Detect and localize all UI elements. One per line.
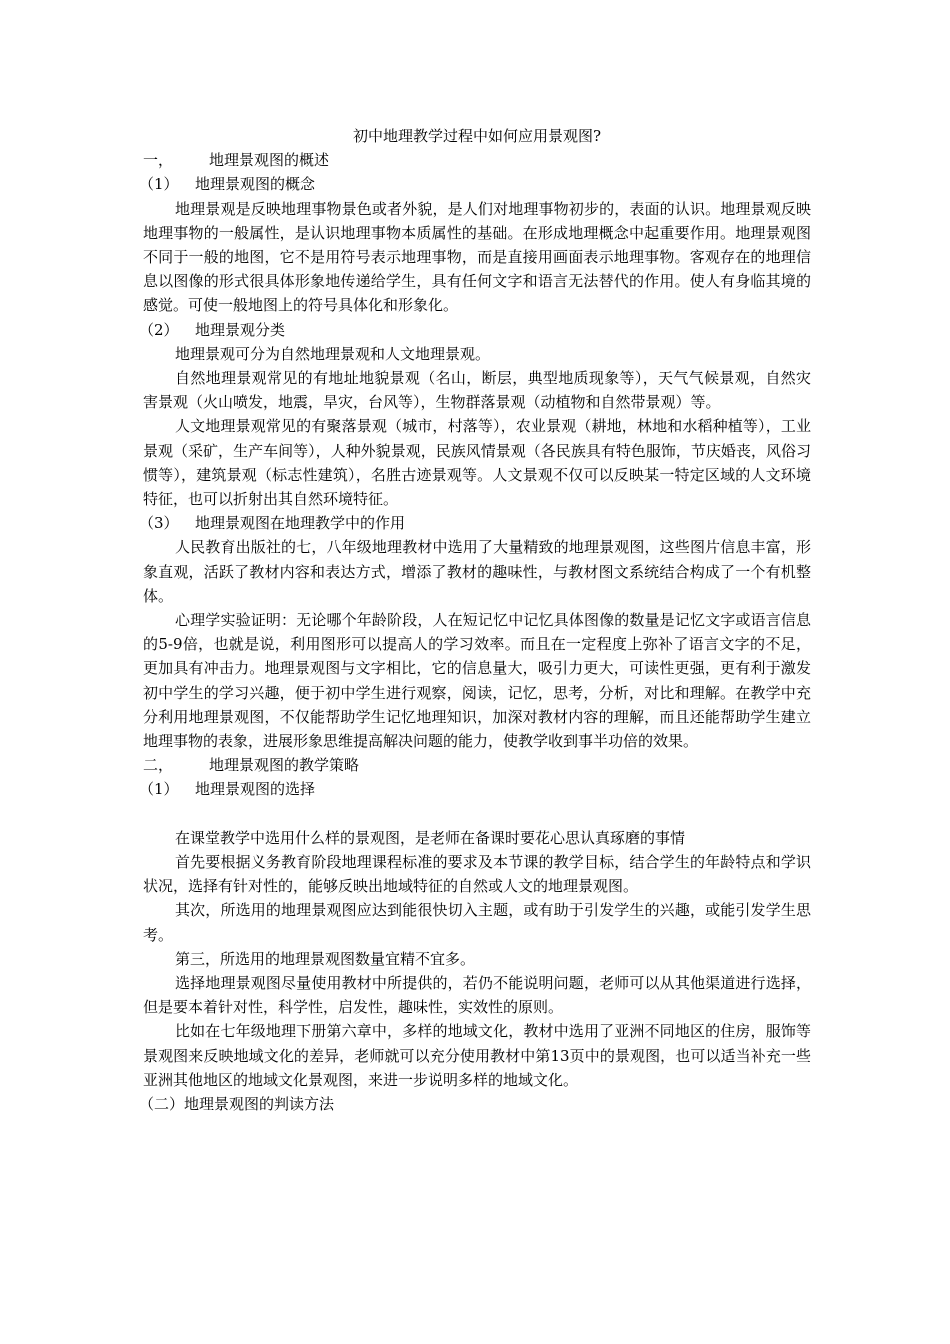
heading-text: 地理景观图在地理教学中的作用 [195,514,406,533]
document-body [139,124,811,1116]
heading-number: 一， [143,151,174,170]
paragraph: 心理学实验证明：无论哪个年龄阶段，人在短记忆中记忆具体图像的数量是记忆文字或语言信息的5-9倍，也就是说，利用图形可以提高人的学习效率。而且在一定程度上弥补了语言文字的不足，更加具有冲击力。地理景观图与文字相比，它的信息量大，吸引力更大，可读性更强，更有利于激发初中学生的学习兴趣，便于初中学生进行观察，阅读，记忆，思考，分析，对比和理解。在教学中充分利用地理景观图，不仅能帮助学生记忆地理知识，加深对教材内容的理解，而且还能帮助学生建立地理事物的表象，进展形象思维提高解决问题的能力，使教学收到事半功倍的效果。 [143,611,811,751]
paragraph: 人民教育出版社的七，八年级地理教材中选用了大量精致的地理景观图，这些图片信息丰富，形象直观，活跃了教材内容和表达方式，增添了教材的趣味性，与教材图文系统结合构成了一个有机整体。 [143,538,811,605]
heading-number: （1） [139,780,179,799]
paragraph: 自然地理景观常见的有地址地貌景观（名山，断层，典型地质现象等），天气气候景观，自然灾害景观（火山喷发，地震，旱灾，台风等），生物群落景观（动植物和自然带景观）等。 [143,369,811,412]
paragraph: 选择地理景观图尽量使用教材中所提供的，若仍不能说明问题，老师可以从其他渠道进行选择，但是要本着针对性，科学性，启发性，趣味性，实效性的原则。 [143,973,811,1017]
paragraph: 首先要根据义务教育阶段地理课程标准的要求及本节课的教学目标，结合学生的年龄特点和学识状况，选择有针对性的，能够反映出地域特征的自然或人文的地理景观图。 [143,852,811,896]
heading-text: 地理景观分类 [195,320,286,339]
heading-text: 地理景观图的教学策略 [209,756,360,775]
section-heading [143,148,811,172]
heading-number: （3） [139,514,179,533]
paragraph: 在课堂教学中选用什么样的景观图，是老师在备课时要花心思认真琢磨的事情 [175,828,686,847]
heading-number: （1） [139,175,179,194]
subsection-heading [139,172,811,196]
heading-text: 地理景观图的选择 [195,780,316,799]
paragraph: 地理景观是反映地理事物景色或者外貌，是人们对地理事物初步的，表面的认识。地理景观反映地理事物的一般属性，是认识地理事物本质属性的基础。在形成地理概念中起重要作用。地理景观图不同于一般的地图，它不是用符号表示地理事物，而是直接用画面表示地理事物。客观存在的地理信息以图像的形式很具体形象地传递给学生，具有任何文字和语言无法替代的作用。使人有身临其境的感觉。可使一般地图上的符号具体化和形象化。 [143,199,811,315]
paragraph: 其次，所选用的地理景观图应达到能很快切入主题，或有助于引发学生的兴趣，或能引发学生思考。 [143,901,811,944]
section-heading [143,753,811,777]
subsection-heading [139,318,811,342]
subsection-heading: （二）地理景观图的判读方法 [139,1094,335,1113]
paragraph: 地理景观可分为自然地理景观和人文地理景观。 [175,344,491,363]
subsection-heading [139,777,811,801]
paragraph: 比如在七年级地理下册第六章中，多样的地域文化，教材中选用了亚洲不同地区的住房，服饰等景观图来反映地域文化的差异，老师就可以充分使用教材中第13页中的景观图，也可以适当补充一些亚洲其他地区的地域文化景观图，来进一步说明多样的地域文化。 [143,1022,811,1089]
paragraph: 人文地理景观常见的有聚落景观（城市，村落等），农业景观（耕地，林地和水稻种植等），工业景观（采矿，生产车间等），人种外貌景观，民族风情景观（各民族具有特色服饰，节庆婚丧，风俗习惯等），建筑景观（标志性建筑），名胜古迹景观等。人文景观不仅可以反映某一特定区域的人文环境特征，也可以折射出其自然环境特征。 [143,417,811,509]
heading-text: 地理景观图的概述 [209,151,330,170]
document-title: 初中地理教学过程中如何应用景观图? [352,127,602,145]
heading-number: 二， [143,756,174,775]
heading-text: 地理景观图的概念 [195,175,316,194]
heading-number: （2） [139,320,179,339]
blank-line [143,802,811,826]
paragraph: 第三，所选用的地理景观图数量宜精不宜多。 [175,949,476,968]
subsection-heading [139,511,811,535]
